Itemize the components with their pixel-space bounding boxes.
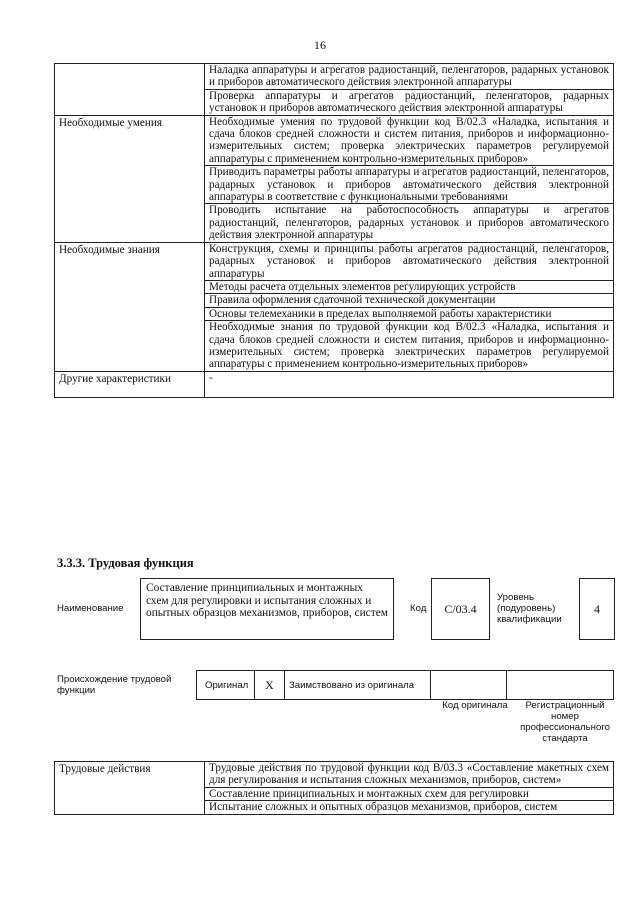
original-label: Оригинал [205, 679, 249, 691]
origin-row [196, 670, 614, 700]
table-cell: - [205, 371, 614, 397]
table-cell: Наладка аппаратуры и агрегатов радиостанций, пеленгаторов, радарных установок и приборов автоматического действия электронной аппаратуры [205, 64, 614, 90]
row-label-knowledge: Необходимые знания [55, 242, 205, 371]
skills-knowledge-table [54, 63, 614, 398]
table-cell: Проверка аппаратуры и агрегатов радиостанций, пеленгаторов, радарных установок и приборов автоматического действия электронной аппаратуры [205, 89, 614, 115]
table-cell: Необходимые умения по трудовой функции код В/02.3 «Наладка, испытания и сдача блоков средней сложности и систем питания, приборов и информационно-измерительных систем; проверка электрических параметров регулируемой аппаратуры с применением контрольно-измерительных приборов» [205, 115, 614, 166]
table-row [55, 115, 614, 166]
table-row [55, 64, 614, 90]
table-cell: Необходимые знания по трудовой функции код В/02.3 «Наладка, испытания и сдача блоков средней сложности и систем питания, приборов и информационно-измерительных систем; проверка электрических параметров регулируемой аппаратуры с применением контрольно-измерительных приборов» [205, 321, 614, 372]
reg-caption: Регистрационный номер профессионального стандарта [520, 700, 610, 744]
level-label: Уровень (подуровень) квалификации [497, 592, 562, 625]
function-code-box: С/03.4 [431, 578, 490, 640]
level-value-box: 4 [579, 578, 615, 640]
table-cell: Приводить параметры работы аппаратуры и агрегатов радиостанций, пеленгаторов, радарных установок и приборов автоматического действия электронной аппаратуры в соответствие с функциональными требованиями [205, 166, 614, 204]
row-label-other: Другие характеристики [55, 371, 205, 397]
code-caption: Код оригинала [442, 700, 508, 711]
table-row [55, 371, 614, 397]
original-mark: X [255, 671, 285, 699]
table-row [55, 762, 614, 788]
row-label [55, 64, 205, 116]
table-cell: Правила оформления сдаточной технической документации [205, 294, 614, 307]
table-cell: Основы телемеханики в пределах выполняемой работы характеристики [205, 307, 614, 320]
original-code-cell [431, 671, 507, 699]
table-cell: Испытание сложных и опытных образцов механизмов, приборов, систем [205, 801, 614, 814]
table-cell: Проводить испытание на работоспособность аппаратуры и агрегатов радиостанций, пеленгаторов, радарных установок и приборов автоматического действия электронной аппаратуры [205, 204, 614, 242]
table-cell: Методы расчета отдельных элементов регулирующих устройств [205, 280, 614, 293]
table-cell: Конструкция, схемы и принципы работы агрегатов радиостанций, пеленгаторов, радарных установок и приборов автоматического действия электронной аппаратуры [205, 242, 614, 280]
function-name-box: Составление принципиальных и монтажных схем для регулировки и испытания сложных и опытных образцов механизмов, приборов, систем [140, 578, 394, 640]
row-label-skills: Необходимые умения [55, 115, 205, 242]
name-label: Наименование [57, 603, 124, 614]
labor-actions-table [54, 761, 614, 815]
row-label-actions: Трудовые действия [55, 762, 205, 815]
reg-number-cell [507, 671, 613, 699]
code-label: Код [410, 603, 427, 614]
table-row [55, 242, 614, 280]
table-cell: Составление принципиальных и монтажных схем для регулировки [205, 787, 614, 800]
section-title: 3.3.3. Трудовая функция [57, 556, 194, 570]
origin-label: Происхождение трудовой функции [57, 674, 172, 696]
page-number: 16 [314, 38, 326, 52]
table-cell: Трудовые действия по трудовой функции код В/03.3 «Составление макетных схем для регулирования и испытания сложных механизмов, приборов, систем» [205, 762, 614, 788]
original-cell [197, 671, 255, 699]
borrowed-label: Заимствовано из оригинала [285, 671, 431, 699]
